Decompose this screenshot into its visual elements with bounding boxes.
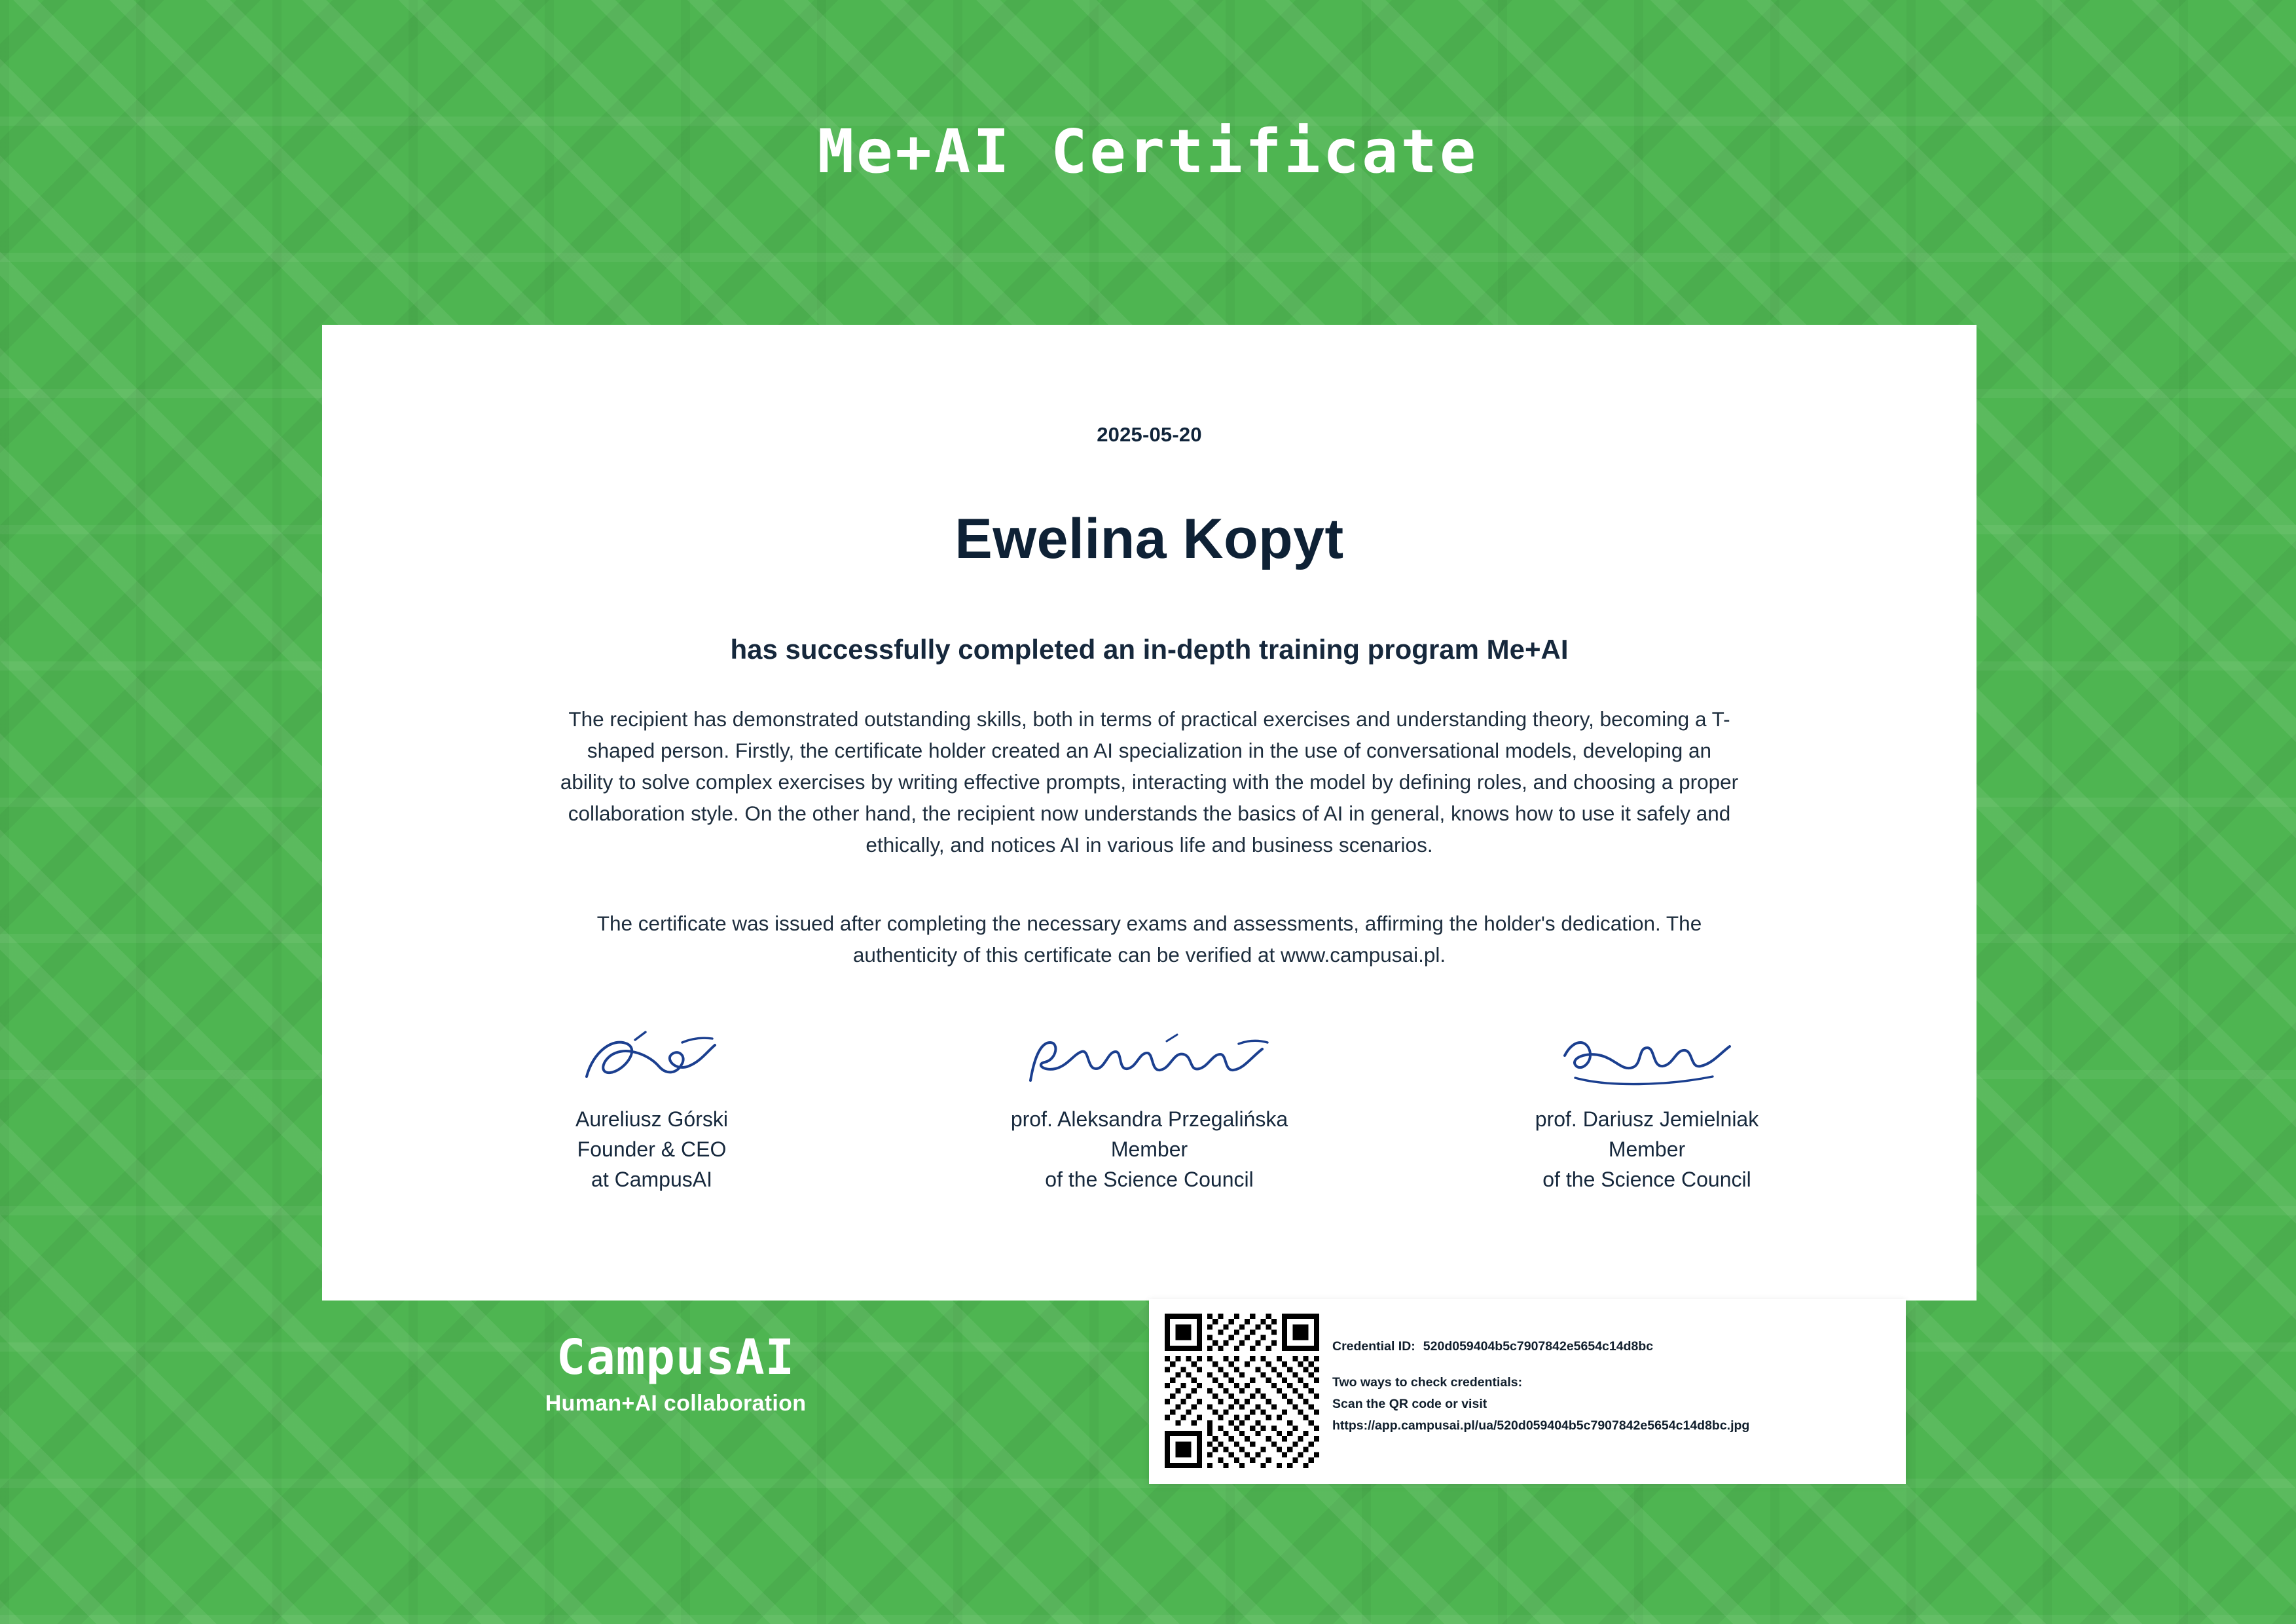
- credential-id-row: [1332, 1336, 1889, 1357]
- credential-howto: Two ways to check credentials:: [1332, 1375, 1523, 1390]
- signatory-org: at CampusAI: [591, 1168, 712, 1191]
- signature-block-jemielniak: [1398, 1019, 1896, 1194]
- signatory-org: of the Science Council: [1045, 1168, 1254, 1191]
- signatory-role: Member: [1110, 1137, 1188, 1161]
- signatory-role: Founder & CEO: [577, 1137, 727, 1161]
- signatory-org: of the Science Council: [1542, 1168, 1751, 1191]
- certificate-card: [322, 325, 1977, 1301]
- recipient-name: Ewelina Kopyt: [955, 507, 1344, 570]
- signatory-name: prof. Aleksandra Przegalińska: [1010, 1107, 1288, 1131]
- brand-logo: [473, 1329, 879, 1416]
- completion-statement: has successfully completed an in-depth training program Me+AI: [730, 634, 1569, 665]
- credential-id-label: Credential ID:: [1332, 1339, 1415, 1354]
- body-paragraph-1: The recipient has demonstrated outstanding skills, both in terms of practical exercises and understanding theory, becoming a T-shaped person. Firstly, the certificate holder created an AI specialization in the use of conversational models, developing an ability to solve complex exercises by writing effective prompts, interacting with the model by defining roles, and choosing a proper collaboration style. On the other hand, the recipient now understands the basics of AI in general, knows how to use it safely and ethically, and notices AI in various life and business scenarios.: [560, 707, 1739, 857]
- signatory-name: prof. Dariusz Jemielniak: [1535, 1107, 1759, 1131]
- credential-id-value: 520d059404b5c7907842e5654c14d8bc: [1423, 1339, 1654, 1354]
- signatory-name: Aureliusz Górski: [575, 1107, 728, 1131]
- page-title: Me+AI Certificate: [817, 117, 1479, 187]
- brand-name: CampusAI: [556, 1329, 795, 1386]
- signature-block-przegalinska: [901, 1019, 1398, 1194]
- credential-panel: [1149, 1299, 1906, 1484]
- signature-row: [322, 1019, 1977, 1194]
- credential-url[interactable]: https://app.campusai.pl/ua/520d059404b5c7907842e5654c14d8bc.jpg: [1332, 1418, 1750, 1433]
- qr-code-icon[interactable]: [1165, 1314, 1319, 1468]
- brand-tagline: Human+AI collaboration: [545, 1391, 807, 1416]
- signature-mark-icon: [403, 1019, 901, 1098]
- credential-scan-line: Scan the QR code or visit: [1332, 1397, 1487, 1411]
- body-paragraph-2: The certificate was issued after completing the necessary exams and assessments, affirming the holder's dedication. The authenticity of this certificate can be verified at www.campusai.pl.: [596, 912, 1702, 967]
- signature-mark-icon: [901, 1019, 1398, 1098]
- credential-text: [1332, 1336, 1889, 1437]
- issue-date: 2025-05-20: [1097, 423, 1202, 446]
- signature-block-founder: [403, 1019, 901, 1194]
- signatory-role: Member: [1608, 1137, 1686, 1161]
- signature-mark-icon: [1398, 1019, 1896, 1098]
